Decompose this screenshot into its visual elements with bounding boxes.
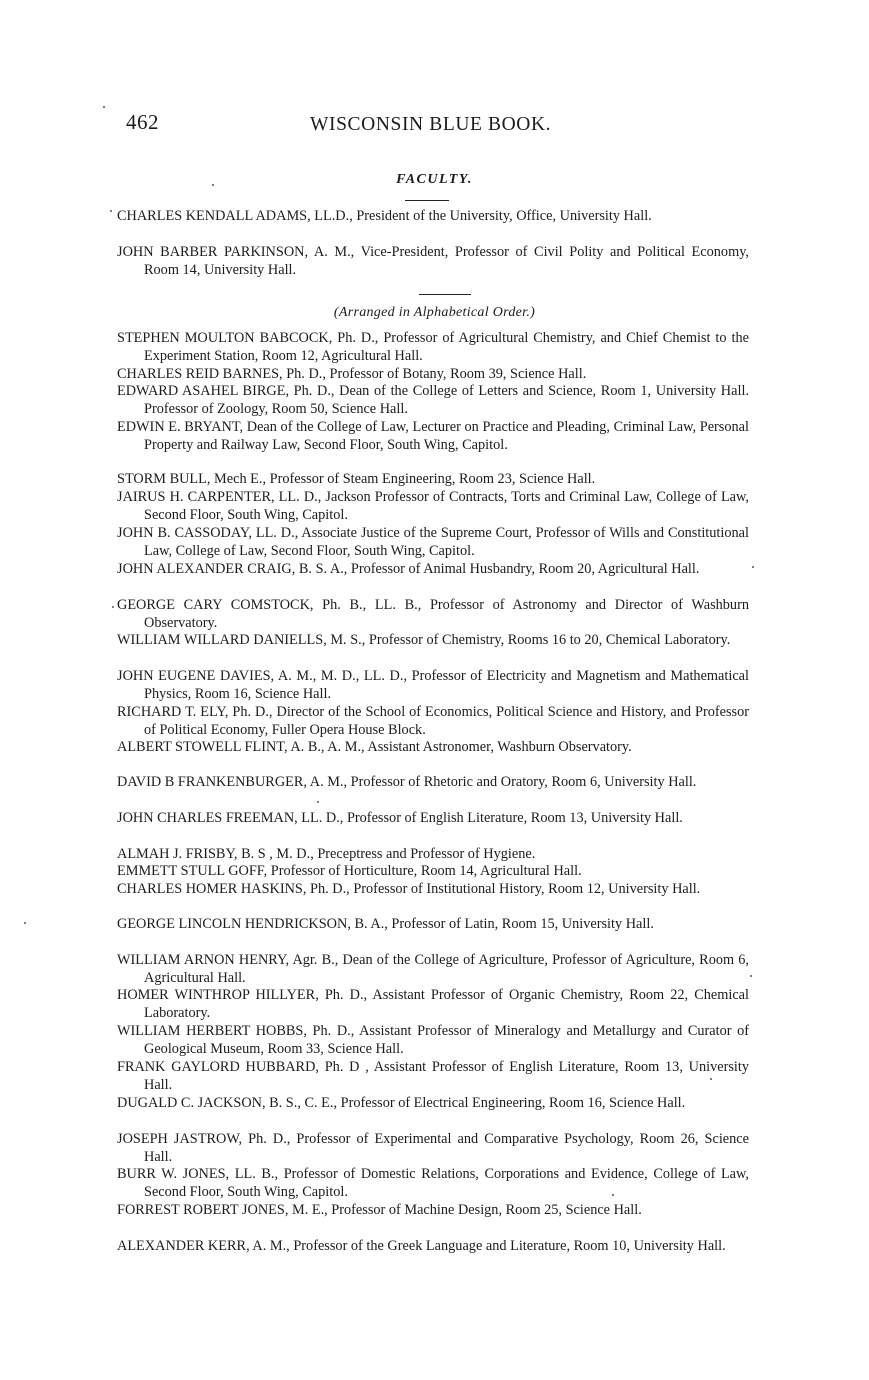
scan-speck: [710, 1078, 712, 1080]
faculty-entry: JOHN ALEXANDER CRAIG, B. S. A., Professor of Animal Husbandry, Room 20, Agricultural Hall.: [117, 561, 700, 577]
faculty-entry: JOHN B. CASSODAY, LL. D., Associate Justice of the Supreme Court, Professor of Wills and Constitutional Law, College of Law, Second Floor, South Wing, Capitol.: [117, 525, 749, 559]
faculty-entry: EDWIN E. BRYANT, Dean of the College of Law, Lecturer on Practice and Pleading, Criminal Law, Personal Property and Railway Law, Second Floor, South Wing, Capitol.: [117, 419, 749, 453]
faculty-entry: RICHARD T. ELY, Ph. D., Director of the School of Economics, Political Science and History, and Professor of Political Economy, Fuller Opera House Block.: [117, 704, 749, 738]
scan-speck: [110, 210, 112, 212]
scan-speck: [103, 106, 105, 108]
faculty-entry: FORREST ROBERT JONES, M. E., Professor of Machine Design, Room 25, Science Hall.: [117, 1202, 642, 1218]
faculty-entry: EMMETT STULL GOFF, Professor of Horticulture, Room 14, Agricultural Hall.: [117, 863, 582, 879]
arrangement-note: (Arranged in Alphabetical Order.): [333, 305, 536, 320]
faculty-entry: ALMAH J. FRISBY, B. S , M. D., Preceptress and Professor of Hygiene.: [117, 846, 536, 862]
faculty-entry: EDWARD ASAHEL BIRGE, Ph. D., Dean of the College of Letters and Science, Room 1, University Hall. Professor of Zoology, Room 50, Science Hall.: [117, 383, 749, 417]
scan-speck: [752, 566, 754, 568]
divider-rule: [419, 294, 471, 295]
section-title-text: FACULTY.: [396, 172, 473, 187]
running-head: WISCONSIN BLUE BOOK.: [310, 114, 552, 135]
officer-entry: JOHN BARBER PARKINSON, A. M., Vice-President, Professor of Civil Polity and Political Economy, Room 14, University Hall.: [117, 244, 749, 278]
faculty-entry: WILLIAM HERBERT HOBBS, Ph. D., Assistant Professor of Mineralogy and Metallurgy and Curator of Geological Museum, Room 33, Science Hall.: [117, 1023, 749, 1057]
faculty-entry: GEORGE CARY COMSTOCK, Ph. B., LL. B., Professor of Astronomy and Director of Washburn Observatory.: [117, 597, 749, 631]
faculty-entry: FRANK GAYLORD HUBBARD, Ph. D , Assistant Professor of English Literature, Room 13, University Hall.: [117, 1059, 749, 1093]
faculty-entry: GEORGE LINCOLN HENDRICKSON, B. A., Professor of Latin, Room 15, University Hall.: [117, 916, 654, 932]
scan-speck: [317, 801, 319, 803]
scan-speck: [750, 975, 752, 977]
scan-speck: [112, 606, 114, 608]
scan-speck: [24, 922, 26, 924]
faculty-entry: JOHN CHARLES FREEMAN, LL. D., Professor of English Literature, Room 13, University Hall.: [117, 810, 683, 826]
faculty-entry: DUGALD C. JACKSON, B. S., C. E., Professor of Electrical Engineering, Room 16, Science Hall.: [117, 1095, 686, 1111]
faculty-entry: JAIRUS H. CARPENTER, LL. D., Jackson Professor of Contracts, Torts and Criminal Law, College of Law, Second Floor, South Wing, Capitol.: [117, 489, 749, 523]
officer-entry: CHARLES KENDALL ADAMS, LL.D., President of the University, Office, University Hall.: [117, 208, 652, 224]
faculty-entry: STEPHEN MOULTON BABCOCK, Ph. D., Professor of Agricultural Chemistry, and Chief Chemist to the Experiment Station, Room 12, Agricultural Hall.: [117, 330, 749, 364]
faculty-entry: WILLIAM ARNON HENRY, Agr. B., Dean of the College of Agriculture, Professor of Agriculture, Room 6, Agricultural Hall.: [117, 952, 749, 986]
faculty-entry: CHARLES HOMER HASKINS, Ph. D., Professor of Institutional History, Room 12, University Hall.: [117, 881, 701, 897]
faculty-entry: BURR W. JONES, LL. B., Professor of Domestic Relations, Corporations and Evidence, College of Law, Second Floor, South Wing, Capitol.: [117, 1166, 749, 1200]
faculty-entry: WILLIAM WILLARD DANIELLS, M. S., Professor of Chemistry, Rooms 16 to 20, Chemical Laboratory.: [117, 632, 731, 648]
page-number: 462: [126, 110, 159, 134]
section-title: [0, 172, 869, 188]
faculty-entry: JOHN EUGENE DAVIES, A. M., M. D., LL. D., Professor of Electricity and Magnetism and Mathematical Physics, Room 16, Science Hall.: [117, 668, 749, 702]
faculty-entry: ALBERT STOWELL FLINT, A. B., A. M., Assistant Astronomer, Washburn Observatory.: [117, 739, 632, 755]
faculty-entry: JOSEPH JASTROW, Ph. D., Professor of Experimental and Comparative Psychology, Room 26, Science Hall.: [117, 1131, 749, 1165]
scan-speck: [612, 1194, 614, 1196]
faculty-entry: HOMER WINTHROP HILLYER, Ph. D., Assistant Professor of Organic Chemistry, Room 22, Chemical Laboratory.: [117, 987, 749, 1021]
faculty-entry: CHARLES REID BARNES, Ph. D., Professor of Botany, Room 39, Science Hall.: [117, 366, 587, 382]
faculty-entry: DAVID B FRANKENBURGER, A. M., Professor of Rhetoric and Oratory, Room 6, University Hall.: [117, 774, 697, 790]
scan-speck: [212, 184, 214, 186]
faculty-entry: ALEXANDER KERR, A. M., Professor of the Greek Language and Literature, Room 10, University Hall.: [117, 1238, 726, 1254]
divider-rule: [405, 200, 449, 201]
faculty-entry: STORM BULL, Mech E., Professor of Steam Engineering, Room 23, Science Hall.: [117, 471, 596, 487]
